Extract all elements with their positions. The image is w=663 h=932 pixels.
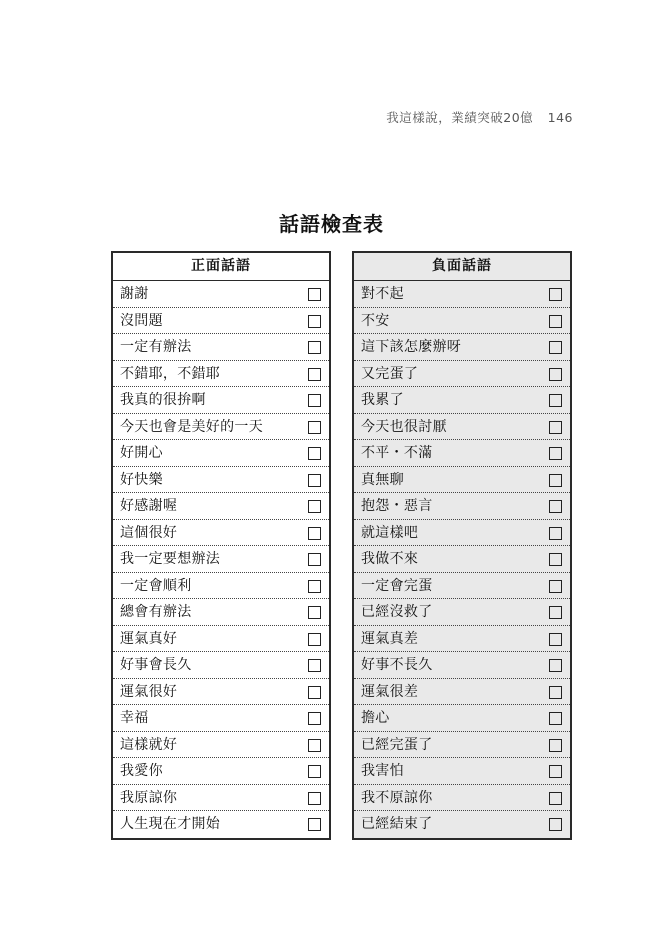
positive-phrase: 好開心 xyxy=(120,445,163,461)
negative-row xyxy=(354,599,570,626)
positive-row xyxy=(113,334,329,361)
positive-row xyxy=(113,467,329,494)
positive-phrase: 總會有辦法 xyxy=(120,604,192,620)
negative-row xyxy=(354,758,570,785)
positive-checkbox[interactable] xyxy=(308,474,321,487)
negative-phrase: 我做不來 xyxy=(361,551,419,567)
positive-phrase: 幸福 xyxy=(120,710,149,726)
positive-checkbox[interactable] xyxy=(308,659,321,672)
negative-phrase: 就這樣吧 xyxy=(361,524,419,541)
negative-row xyxy=(354,652,570,679)
positive-row xyxy=(113,626,329,653)
negative-words-table xyxy=(352,251,572,840)
positive-phrase: 好快樂 xyxy=(120,471,163,488)
negative-row xyxy=(354,281,570,308)
negative-checkbox[interactable] xyxy=(549,580,562,593)
negative-checkbox[interactable] xyxy=(549,474,562,487)
positive-words-list xyxy=(113,281,329,838)
negative-phrase: 運氣很差 xyxy=(361,683,419,700)
negative-phrase: 對不起 xyxy=(361,286,404,302)
negative-row xyxy=(354,626,570,653)
negative-checkbox[interactable] xyxy=(549,712,562,725)
negative-row xyxy=(354,546,570,573)
positive-words-table xyxy=(111,251,331,840)
negative-row xyxy=(354,732,570,759)
positive-phrase: 這樣就好 xyxy=(120,736,178,753)
running-header xyxy=(386,108,573,126)
negative-phrase: 已經結束了 xyxy=(361,816,433,832)
negative-row xyxy=(354,308,570,335)
negative-row xyxy=(354,811,570,838)
negative-phrase: 抱怨・惡言 xyxy=(361,498,433,514)
negative-checkbox[interactable] xyxy=(549,633,562,646)
positive-row xyxy=(113,705,329,732)
positive-row xyxy=(113,440,329,467)
negative-phrase: 我不原諒你 xyxy=(361,789,433,806)
page-title: 話語檢查表 xyxy=(279,212,384,236)
positive-checkbox[interactable] xyxy=(308,580,321,593)
negative-table-heading: 負面話語 xyxy=(354,253,570,281)
positive-row xyxy=(113,811,329,838)
negative-row xyxy=(354,467,570,494)
negative-phrase: 一定會完蛋 xyxy=(361,577,433,594)
negative-checkbox[interactable] xyxy=(549,527,562,540)
negative-checkbox[interactable] xyxy=(549,553,562,566)
positive-checkbox[interactable] xyxy=(308,368,321,381)
negative-checkbox[interactable] xyxy=(549,606,562,619)
positive-checkbox[interactable] xyxy=(308,527,321,540)
page-number: 146 xyxy=(547,110,573,125)
positive-checkbox[interactable] xyxy=(308,792,321,805)
positive-phrase: 謝謝 xyxy=(120,286,149,302)
positive-row xyxy=(113,281,329,308)
positive-phrase: 今天也會是美好的一天 xyxy=(120,418,263,435)
negative-words-list xyxy=(354,281,570,838)
negative-checkbox[interactable] xyxy=(549,421,562,434)
negative-row xyxy=(354,573,570,600)
negative-checkbox[interactable] xyxy=(549,765,562,778)
positive-row xyxy=(113,361,329,388)
positive-phrase: 我原諒你 xyxy=(120,789,178,806)
negative-row xyxy=(354,493,570,520)
negative-checkbox[interactable] xyxy=(549,659,562,672)
negative-checkbox[interactable] xyxy=(549,368,562,381)
negative-phrase: 好事不長久 xyxy=(361,657,433,673)
negative-checkbox[interactable] xyxy=(549,447,562,460)
negative-row xyxy=(354,387,570,414)
negative-row xyxy=(354,414,570,441)
positive-checkbox[interactable] xyxy=(308,739,321,752)
book-title: 我這樣說，業績突破20億 xyxy=(386,110,534,125)
negative-phrase: 我害怕 xyxy=(361,763,404,779)
positive-phrase: 我愛你 xyxy=(120,763,163,779)
positive-row xyxy=(113,387,329,414)
positive-checkbox[interactable] xyxy=(308,447,321,460)
positive-row xyxy=(113,599,329,626)
negative-phrase: 我累了 xyxy=(361,392,404,408)
negative-phrase: 不平・不滿 xyxy=(361,445,433,461)
positive-phrase: 好事會長久 xyxy=(120,657,192,673)
positive-checkbox[interactable] xyxy=(308,341,321,354)
negative-row xyxy=(354,705,570,732)
negative-checkbox[interactable] xyxy=(549,315,562,328)
positive-checkbox[interactable] xyxy=(308,394,321,407)
positive-checkbox[interactable] xyxy=(308,500,321,513)
negative-row xyxy=(354,785,570,812)
positive-table-heading: 正面話語 xyxy=(113,253,329,281)
positive-row xyxy=(113,308,329,335)
negative-phrase: 已經沒救了 xyxy=(361,604,433,620)
negative-checkbox[interactable] xyxy=(549,394,562,407)
negative-phrase: 不安 xyxy=(361,312,390,329)
positive-phrase: 我一定要想辦法 xyxy=(120,551,221,567)
negative-phrase: 這下該怎麼辦呀 xyxy=(361,339,462,355)
positive-row xyxy=(113,573,329,600)
positive-checkbox[interactable] xyxy=(308,421,321,434)
positive-row xyxy=(113,414,329,441)
negative-phrase: 已經完蛋了 xyxy=(361,736,433,753)
positive-checkbox[interactable] xyxy=(308,633,321,646)
negative-row xyxy=(354,679,570,706)
positive-checkbox[interactable] xyxy=(308,818,321,831)
positive-phrase: 一定有辦法 xyxy=(120,339,192,355)
negative-checkbox[interactable] xyxy=(549,288,562,301)
positive-phrase: 我真的很拚啊 xyxy=(120,392,206,408)
positive-phrase: 一定會順利 xyxy=(120,577,192,594)
positive-phrase: 運氣真好 xyxy=(120,630,178,647)
positive-row xyxy=(113,679,329,706)
positive-row xyxy=(113,520,329,547)
positive-checkbox[interactable] xyxy=(308,288,321,301)
positive-row xyxy=(113,546,329,573)
negative-checkbox[interactable] xyxy=(549,792,562,805)
positive-checkbox[interactable] xyxy=(308,606,321,619)
positive-row xyxy=(113,652,329,679)
negative-row xyxy=(354,361,570,388)
negative-phrase: 又完蛋了 xyxy=(361,365,419,382)
negative-row xyxy=(354,520,570,547)
positive-checkbox[interactable] xyxy=(308,686,321,699)
positive-phrase: 沒問題 xyxy=(120,312,163,329)
negative-checkbox[interactable] xyxy=(549,341,562,354)
positive-phrase: 好感謝喔 xyxy=(120,498,178,514)
positive-checkbox[interactable] xyxy=(308,712,321,725)
negative-phrase: 運氣真差 xyxy=(361,630,419,647)
positive-checkbox[interactable] xyxy=(308,765,321,778)
positive-phrase: 不錯耶，不錯耶 xyxy=(120,365,221,382)
positive-row xyxy=(113,785,329,812)
negative-phrase: 真無聊 xyxy=(361,471,404,488)
negative-phrase: 今天也很討厭 xyxy=(361,418,447,435)
negative-row xyxy=(354,440,570,467)
negative-checkbox[interactable] xyxy=(549,500,562,513)
positive-row xyxy=(113,758,329,785)
negative-phrase: 擔心 xyxy=(361,710,390,726)
negative-checkbox[interactable] xyxy=(549,739,562,752)
negative-checkbox[interactable] xyxy=(549,686,562,699)
negative-row xyxy=(354,334,570,361)
positive-checkbox[interactable] xyxy=(308,315,321,328)
positive-checkbox[interactable] xyxy=(308,553,321,566)
positive-phrase: 這個很好 xyxy=(120,524,178,541)
positive-row xyxy=(113,732,329,759)
negative-checkbox[interactable] xyxy=(549,818,562,831)
positive-phrase: 運氣很好 xyxy=(120,683,178,700)
positive-phrase: 人生現在才開始 xyxy=(120,816,221,832)
positive-row xyxy=(113,493,329,520)
